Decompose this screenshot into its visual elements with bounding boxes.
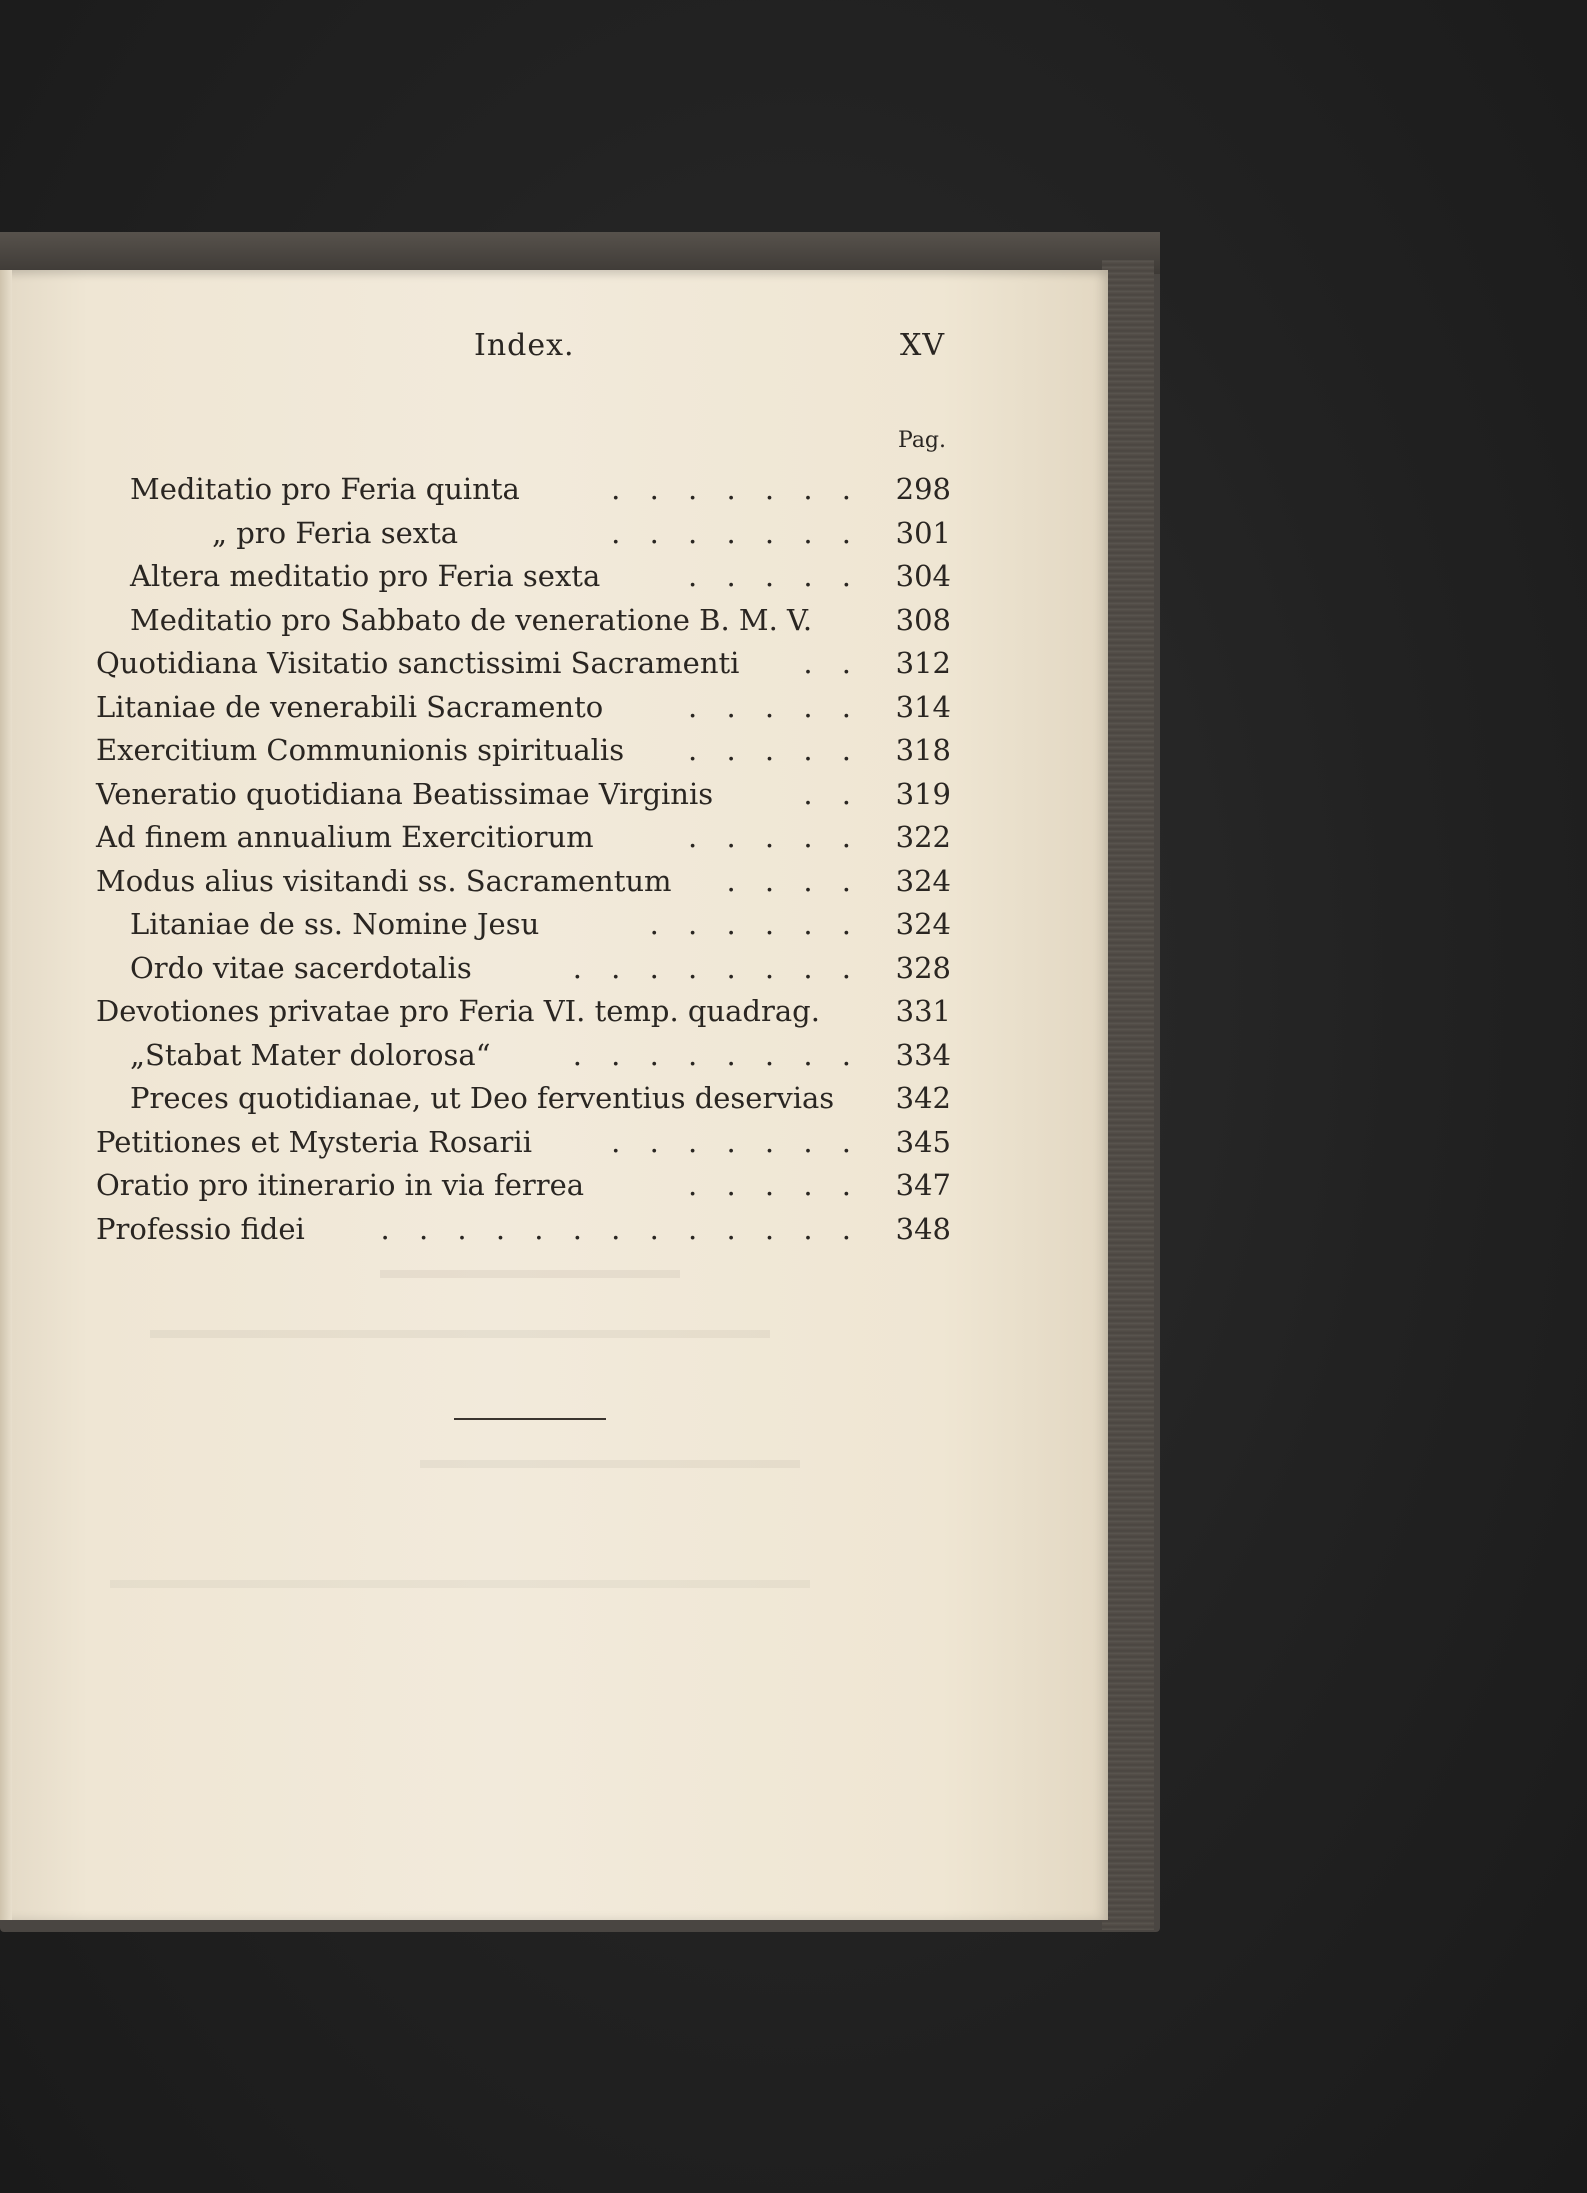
entry-title: Petitiones et Mysteria Rosarii <box>96 1124 532 1159</box>
show-through-texture <box>110 1580 810 1588</box>
index-entry <box>96 990 961 1034</box>
book-spine <box>1102 260 1154 1930</box>
entry-page-number: 348 <box>895 1211 951 1246</box>
show-through-texture <box>420 1460 800 1468</box>
leader-dots: . . . . <box>726 863 861 898</box>
leader-dots: . . <box>803 646 861 680</box>
entry-title: Litaniae de ss. Nomine Jesu <box>130 907 540 941</box>
entry-title: Meditatio pro Sabbato de veneratione B. M. V. <box>130 602 813 637</box>
entry-page-number: 318 <box>895 733 951 767</box>
index-entry <box>96 512 961 556</box>
entry-page-number: 347 <box>895 1168 951 1202</box>
entry-page-number: 298 <box>895 472 951 506</box>
page-column-label: Pag. <box>898 428 947 453</box>
entry-page-number: 322 <box>895 820 951 854</box>
leader-dots: . . <box>803 776 861 811</box>
entry-title: Preces quotidianae, ut Deo ferventius deservias <box>130 1081 835 1115</box>
leader-dots: . . . . . . . . <box>572 950 861 985</box>
index-entry <box>96 1121 961 1165</box>
index-entry <box>96 773 961 817</box>
entry-page-number: 308 <box>895 602 951 637</box>
entry-page-number: 304 <box>895 559 951 593</box>
entry-page-number: 312 <box>895 646 951 680</box>
entry-page-number: 331 <box>895 994 951 1028</box>
index-entry <box>96 642 961 686</box>
index-entry <box>96 468 961 512</box>
entry-page-number: 334 <box>895 1037 951 1072</box>
book-cover-top-edge <box>0 232 1160 274</box>
index-list <box>96 468 961 1251</box>
index-entry <box>96 1034 961 1078</box>
leader-dots: . . . . . . . . . . . . . <box>380 1211 861 1246</box>
leader-dots: . . . . . <box>688 733 861 767</box>
entry-page-number: 324 <box>895 863 951 898</box>
leader-dots: . . . . . . . <box>611 472 861 506</box>
entry-page-number: 301 <box>895 515 951 550</box>
index-entry <box>96 1164 961 1208</box>
leader-dots: . . . . . . <box>649 907 861 941</box>
entry-title: Modus alius visitandi ss. Sacramentum <box>96 863 672 898</box>
entry-title: Quotidiana Visitatio sanctissimi Sacramenti <box>96 646 740 680</box>
entry-title: Meditatio pro Feria quinta <box>130 472 520 506</box>
entry-title: Ordo vitae sacerdotalis <box>130 950 472 985</box>
leader-dots: . . . . . <box>688 559 861 593</box>
section-end-rule <box>454 1418 606 1420</box>
show-through-texture <box>380 1270 680 1278</box>
entry-page-number: 314 <box>895 689 951 724</box>
entry-page-number: 342 <box>895 1081 951 1115</box>
index-entry <box>96 1208 961 1252</box>
entry-page-number: 345 <box>895 1124 951 1159</box>
running-head-title: Index. <box>474 328 575 363</box>
entry-title: „ pro Feria sexta <box>212 515 459 550</box>
leader-dots: . . . . . . . <box>611 515 861 550</box>
leader-dots: . . . . . . . . <box>572 1037 861 1072</box>
entry-page-number: 328 <box>895 950 951 985</box>
index-entry <box>96 860 961 904</box>
entry-title: Devotiones privatae pro Feria VI. temp. quadrag. <box>96 994 820 1028</box>
index-entry <box>96 729 961 773</box>
index-entry <box>96 903 961 947</box>
entry-title: Litaniae de venerabili Sacramento <box>96 689 604 724</box>
show-through-texture <box>150 1330 770 1338</box>
entry-page-number: 324 <box>895 907 951 941</box>
index-entry <box>96 555 961 599</box>
index-entry <box>96 599 961 643</box>
entry-title: Exercitium Communionis spiritualis <box>96 733 625 767</box>
index-entry <box>96 816 961 860</box>
leader-dots: . . . . . <box>688 820 861 854</box>
entry-title: „Stabat Mater dolorosa“ <box>130 1037 491 1072</box>
leader-dots: . . . . . . . <box>611 1124 861 1159</box>
index-entry <box>96 686 961 730</box>
entry-title: Ad finem annualium Exercitiorum <box>96 820 594 854</box>
entry-title: Veneratio quotidiana Beatissimae Virginis <box>96 776 714 811</box>
entry-title: Oratio pro itinerario in via ferrea <box>96 1168 585 1202</box>
leader-dots: . . . . . <box>688 1168 861 1202</box>
page-left-edge <box>0 270 12 1920</box>
entry-title: Altera meditatio pro Feria sexta <box>130 559 601 593</box>
index-entry <box>96 947 961 991</box>
leader-dots: . . . . . <box>688 689 861 724</box>
entry-title: Professio fidei <box>96 1211 305 1246</box>
index-entry <box>96 1077 961 1121</box>
page-folio: XV <box>900 328 946 363</box>
entry-page-number: 319 <box>895 776 951 811</box>
